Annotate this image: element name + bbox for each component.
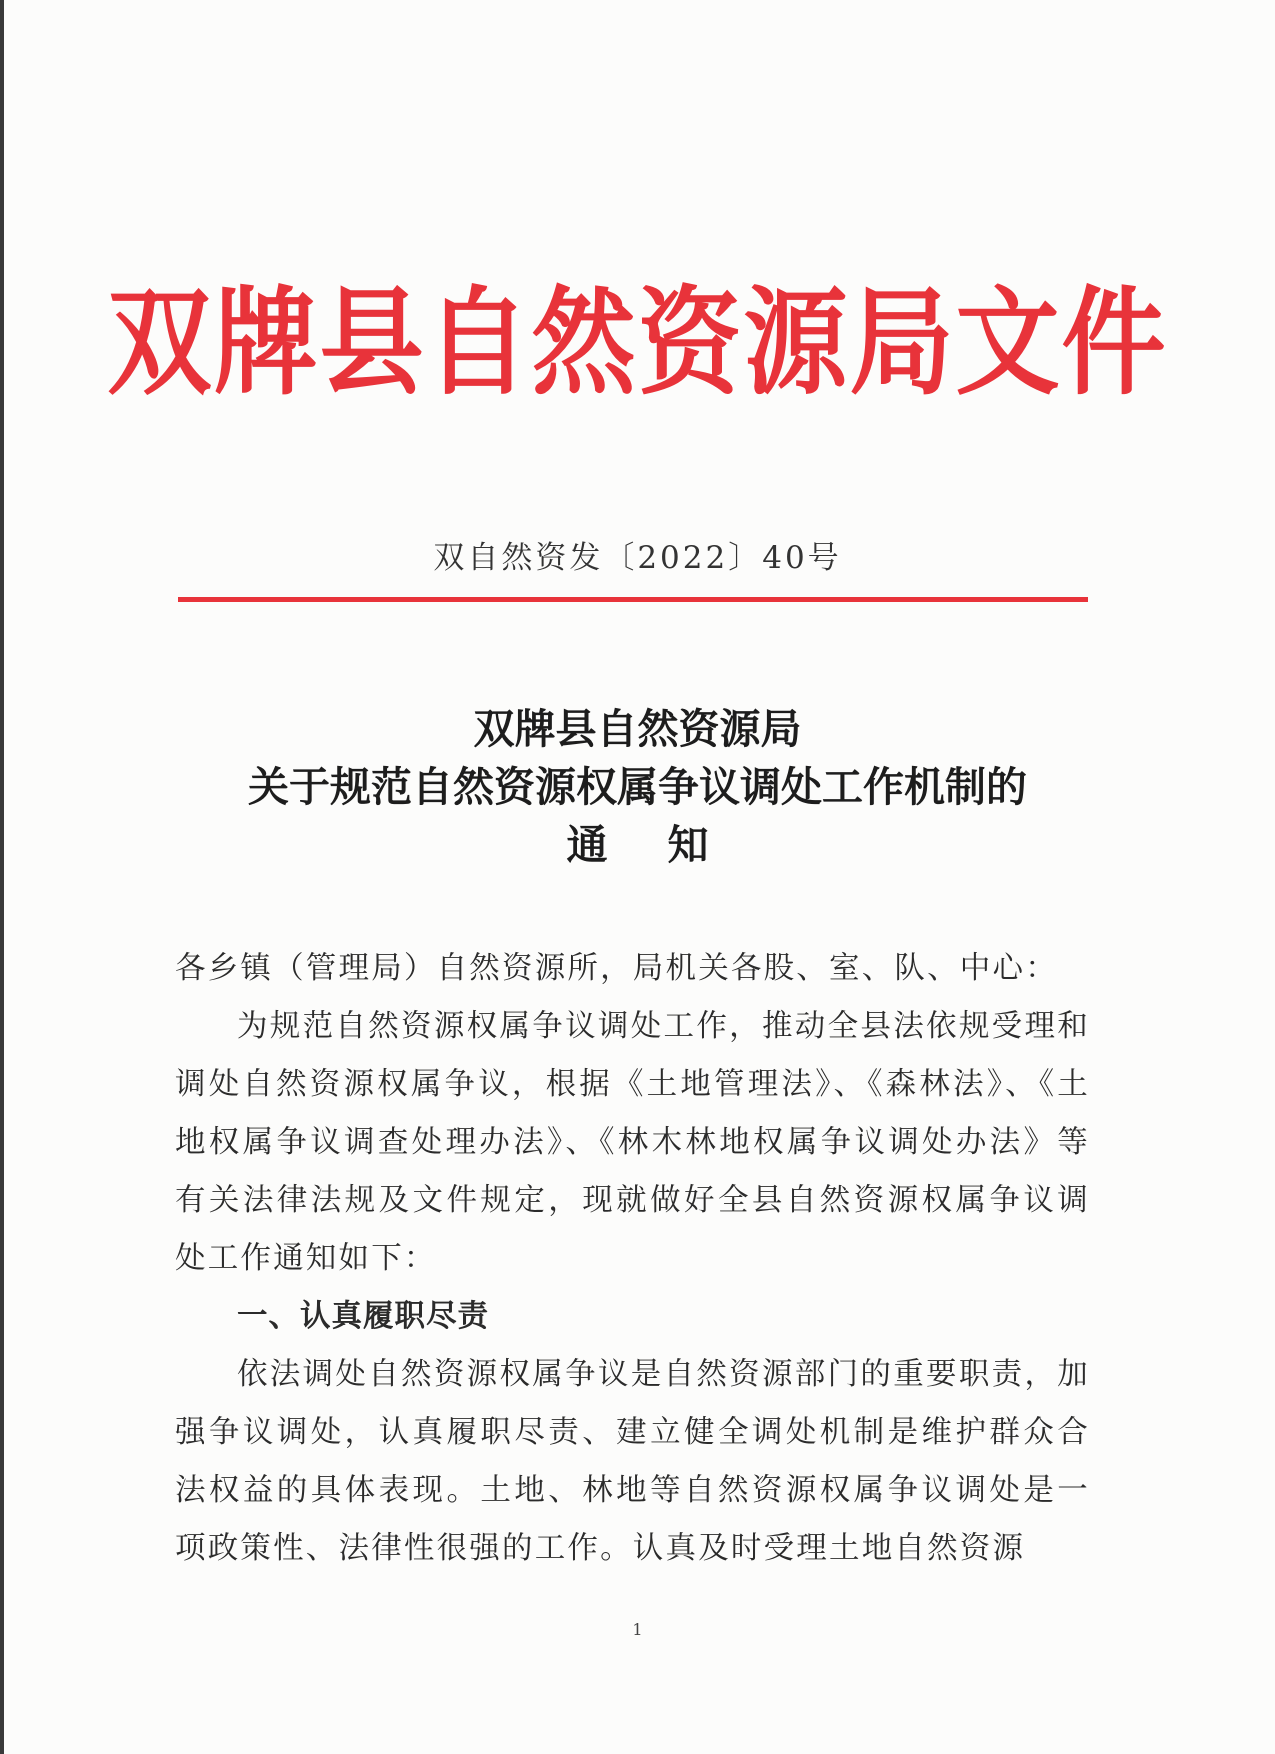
notice-title-line-3: 通知 xyxy=(566,821,769,869)
notice-title xyxy=(0,700,1275,874)
section-heading-1: 一、认真履职尽责 xyxy=(237,1299,489,1334)
notice-title-line-2: 关于规范自然资源权属争议调处工作机制的 xyxy=(248,763,1027,811)
document-body xyxy=(175,940,1090,1578)
salutation: 各乡镇（管理局）自然资源所，局机关各股、室、队、中心： xyxy=(175,951,1058,986)
document-header-title: 双牌县自然资源局文件 xyxy=(107,274,1168,412)
intro-paragraph: 为规范自然资源权属争议调处工作，推动全县法依规受理和调处自然资源权属争议，根据《土地管理法》、《森林法》、《土地权属争议调查处理办法》、《林木林地权属争议调处办法》等有关法律法规及文件规定，现就做好全县自然资源权属争议调处工作通知如下： xyxy=(175,1009,1090,1276)
section-1-paragraph: 依法调处自然资源权属争议是自然资源部门的重要职责，加强争议调处，认真履职尽责、建立健全调处机制是维护群众合法权益的具体表现。土地、林地等自然资源权属争议调处是一项政策性、法律性很强的工作。认真及时受理土地自然资源 xyxy=(175,1357,1090,1566)
scan-page-edge xyxy=(0,0,4,1754)
notice-title-line-1: 双牌县自然资源局 xyxy=(473,705,802,753)
page-number: 1 xyxy=(632,1620,643,1639)
document-number: 双自然资发〔2022〕40号 xyxy=(433,540,842,576)
red-divider-line xyxy=(178,597,1088,602)
